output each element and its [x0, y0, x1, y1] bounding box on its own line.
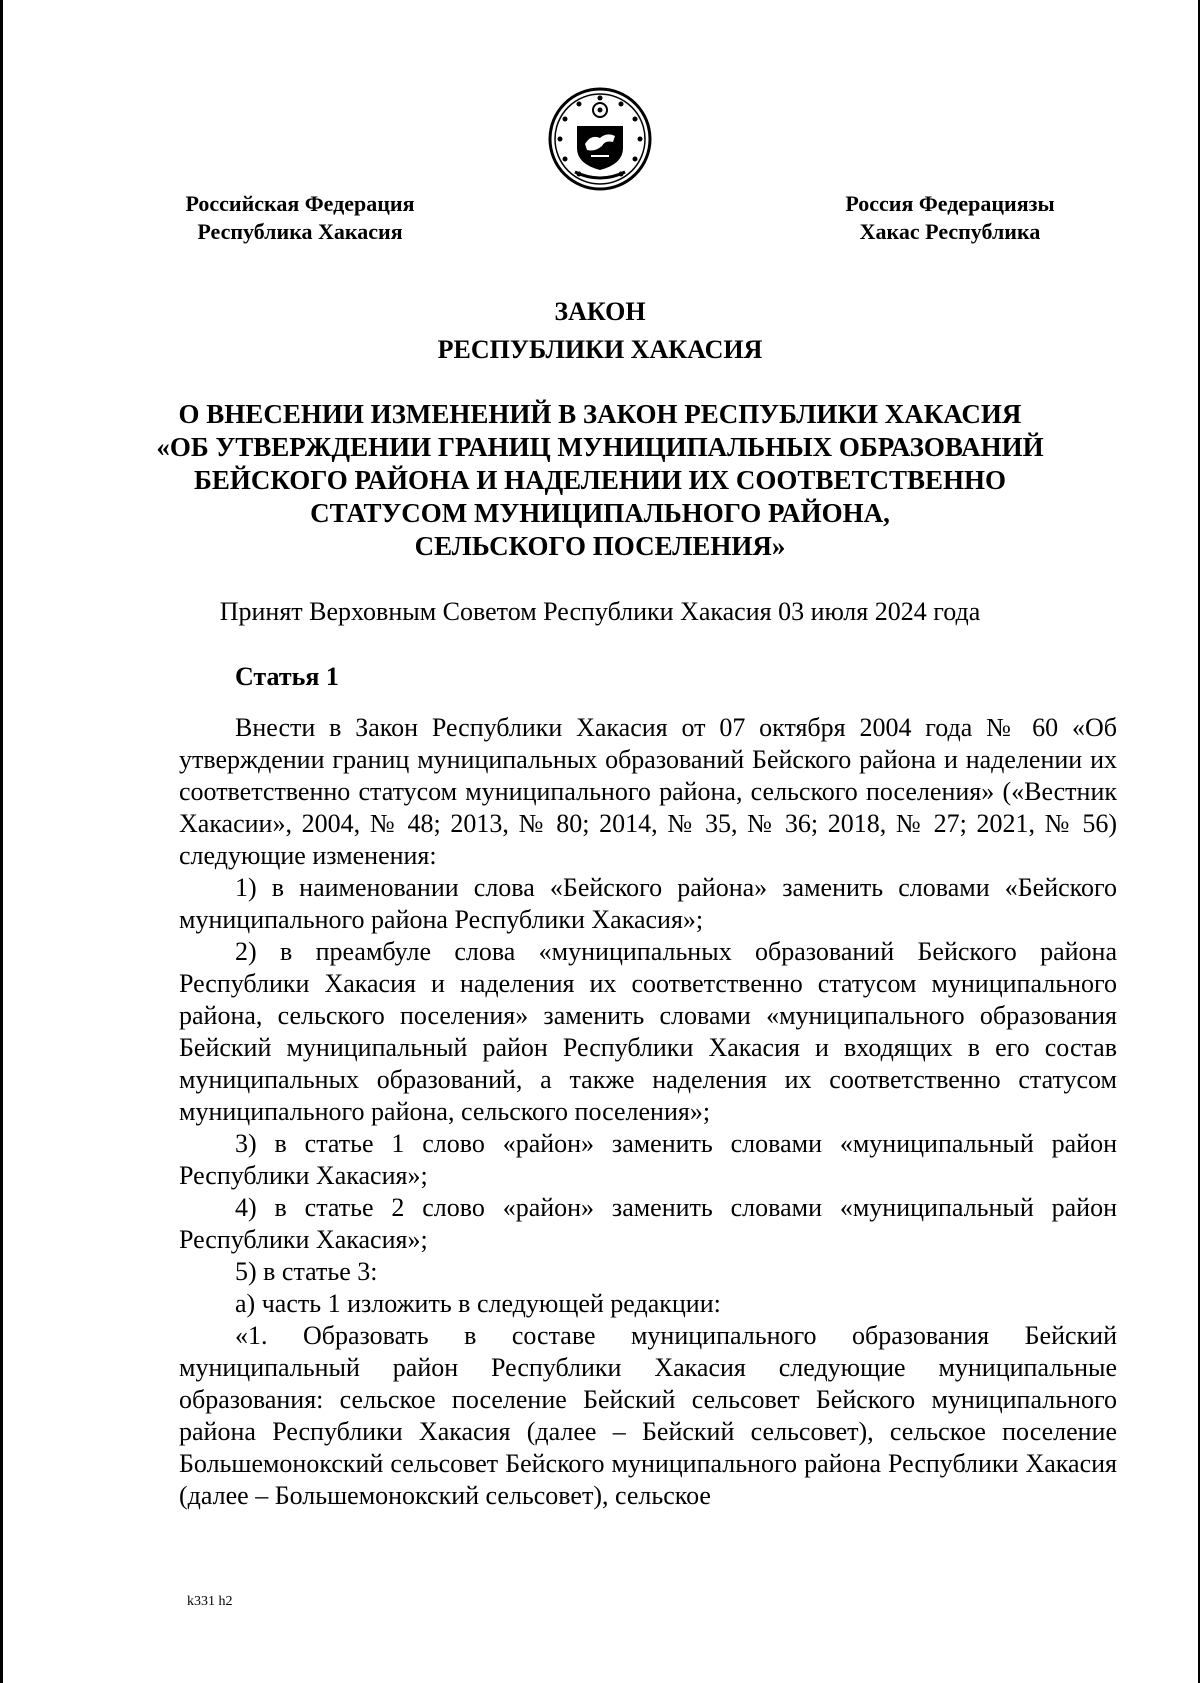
article-body [179, 712, 1117, 1512]
document-issuer: РЕСПУБЛИКИ ХАКАСИЯ [437, 335, 763, 364]
paragraph: 5) в статье 3: [235, 1257, 378, 1286]
header-right-line2: Хакас Республика [859, 219, 1041, 244]
title-line: О ВНЕСЕНИИ ИЗМЕНЕНИЙ В ЗАКОН РЕСПУБЛИКИ ХАКАСИЯ [178, 399, 1022, 429]
document-type: ЗАКОН [554, 297, 646, 326]
header-right [820, 190, 1080, 246]
paragraph: 4) в статье 2 слово «район» заменить словами «муниципальный район Республики Хакасия»; [179, 1193, 1117, 1254]
header-left [170, 190, 430, 246]
coat-of-arms-icon [547, 86, 653, 192]
header-left-line1: Российская Федерация [185, 191, 415, 216]
paragraph: Внести в Закон Республики Хакасия от 07 октября 2004 года № 60 «Об утверждении границ муниципальных образований Бейского района и наделении их соответственно статусом муниципального района, сельского поселения» («Вестник Хакасии», 2004, № 48; 2013, № 80; 2014, № 35, № 36; 2018, № 27; 2021, № 56) следующие изменения: [179, 713, 1117, 870]
header-left-line2: Республика Хакасия [197, 219, 403, 244]
title-line: СТАТУСОМ МУНИЦИПАЛЬНОГО РАЙОНА, [310, 498, 890, 528]
title-line: СЕЛЬСКОГО ПОСЕЛЕНИЯ» [414, 531, 786, 561]
title-line: БЕЙСКОГО РАЙОНА И НАДЕЛЕНИИ ИХ СООТВЕТСТВЕННО [194, 465, 1006, 495]
paragraph: «1. Образовать в составе муниципального образования Бейский муниципальный район Республики Хакасия следующие муниципальные образования: сельское поселение Бейский сельсовет Бейского муниципального района Республики Хакасия (далее – Бейский сельсовет), сельское поселение Большемонокский сельсовет Бейского муниципального района Республики Хакасия (далее – Большемонокский сельсовет), сельское [179, 1321, 1117, 1510]
document-title [100, 398, 1100, 563]
header-right-line1: Россия Федерациязы [845, 191, 1055, 216]
paragraph: 1) в наименовании слова «Бейского района» заменить словами «Бейского муниципального района Республики Хакасия»; [179, 873, 1117, 934]
footer-code: k331 h2 [187, 1594, 233, 1609]
paragraph: а) часть 1 изложить в следующей редакции: [235, 1289, 721, 1318]
title-line: «ОБ УТВЕРЖДЕНИИ ГРАНИЦ МУНИЦИПАЛЬНЫХ ОБРАЗОВАНИЙ [156, 432, 1044, 462]
paragraph: 3) в статье 1 слово «район» заменить словами «муниципальный район Республики Хакасия»; [179, 1129, 1117, 1190]
article-heading: Статья 1 [235, 662, 339, 691]
adoption-note: Принят Верховным Советом Республики Хакасия 03 июля 2024 года [219, 597, 981, 626]
scan-edge-left [0, 0, 3, 1683]
paragraph: 2) в преамбуле слова «муниципальных образований Бейского района Республики Хакасия и наделения их соответственно статусом муниципального района, сельского поселения» заменить словами «муниципального образования Бейский муниципальный район Республики Хакасия и входящих в его состав муниципальных образований, а также наделения их соответственно статусом муниципального района, сельского поселения»; [179, 937, 1117, 1126]
